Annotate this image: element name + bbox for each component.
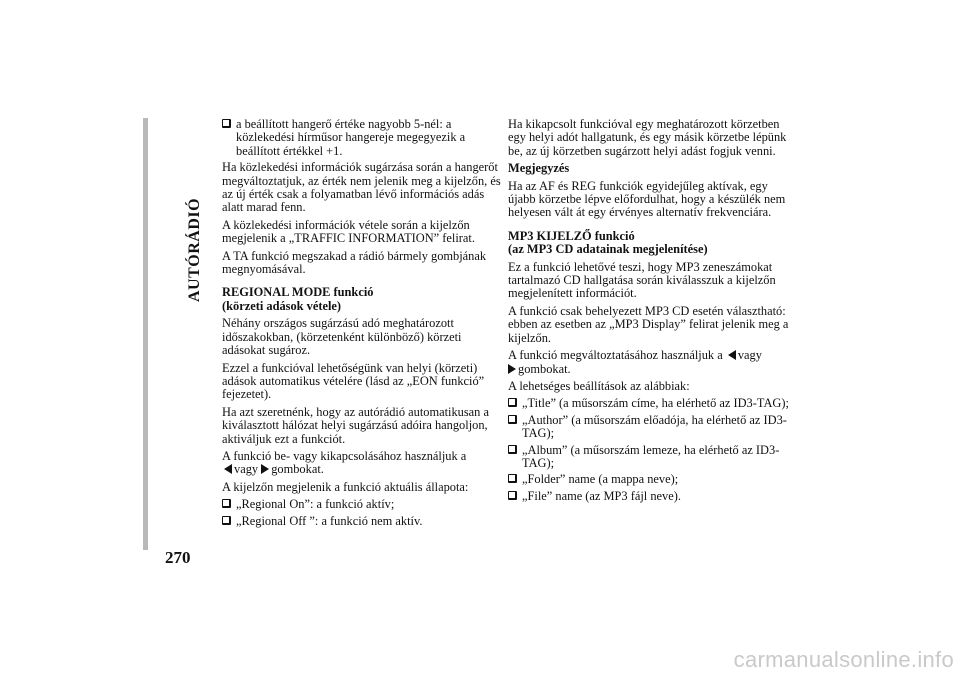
checkbox-bullet-icon: [508, 445, 517, 454]
list-item: „Regional Off ”: a funkció nem aktív.: [222, 515, 504, 528]
list-item: a beállított hangerő értéke nagyobb 5-nél: a közlekedési hírműsor hangereje megegyezik a beállított értékkel +1.: [222, 118, 504, 158]
list-item: „Author” (a műsorszám előadója, ha elérhető az ID3-TAG);: [508, 414, 790, 441]
paragraph: A funkció csak behelyezett MP3 CD esetén választható: ebben az esetben az „MP3 Display” felirat jelenik meg a kijelzőn.: [508, 303, 789, 345]
paragraph: A lehetséges beállítások az alábbiak:: [508, 378, 690, 393]
paragraph: Ha kikapcsolt funkcióval egy meghatározott körzetben egy helyi adót hallgatunk, és egy másik körzetbe lépünk be, az új körzetben sugárzott helyi adást fogjuk venni.: [508, 117, 787, 158]
watermark: carmanualsonline.info: [733, 647, 954, 672]
section-heading: MP3 KIJELZŐ funkció (az MP3 CD adatainak megjelenítése): [508, 228, 708, 257]
paragraph: Ha közlekedési információk sugárzása során a hangerőt megváltoztatjuk, az érték nem jelenik meg a kijelzőn, és az új érték csak a folyamatban lévő információs adás alatt marad fenn.: [222, 160, 501, 215]
checkbox-bullet-icon: [508, 398, 517, 407]
paragraph: A közlekedési információk vétele során a kijelzőn megjelenik a „TRAFFIC INFORMATION” felirat.: [222, 217, 475, 246]
left-column: [222, 118, 504, 531]
page-number: 270: [165, 548, 191, 567]
paragraph: A kijelzőn megjelenik a funkció aktuális állapota:: [222, 479, 469, 494]
right-column: [508, 118, 790, 506]
paragraph: Ezzel a funkcióval lehetőségünk van helyi (körzeti) adások automatikus vételére (lásd az „EON funkció” fejezetet).: [222, 360, 485, 402]
note-heading: Megjegyzés: [508, 161, 570, 176]
list-item: „Title” (a műsorszám címe, ha elérhető az ID3-TAG);: [508, 397, 790, 410]
right-arrow-icon: [508, 364, 516, 374]
list-item: „Folder” name (a mappa neve);: [508, 473, 790, 486]
list-item: „File” name (az MP3 fájl neve).: [508, 490, 790, 503]
left-arrow-icon: [728, 350, 736, 360]
checkbox-bullet-icon: [222, 499, 231, 508]
section-label: AUTÓRÁDIÓ: [186, 197, 203, 303]
checkbox-bullet-icon: [508, 415, 517, 424]
paragraph: Ha az AF és REG funkciók egyidejűleg aktívak, egy újabb körzetbe lépve előfordulhat, hogy a készülék nem helyesen vált át egy érvényes alternatív frekvenciára.: [508, 178, 786, 220]
paragraph: Néhány országos sugárzású adó meghatározott időszakokban, (körzetenként különböző) körzeti adásokat sugároz.: [222, 316, 462, 358]
right-arrow-icon: [261, 464, 269, 474]
paragraph: A funkció be- vagy kikapcsolásához használjuk a vagy gombokat.: [222, 448, 467, 477]
checkbox-bullet-icon: [508, 491, 517, 500]
checkbox-bullet-icon: [222, 119, 231, 128]
paragraph: A funkció megváltoztatásához használjuk a vagy gombokat.: [508, 348, 762, 376]
checkbox-bullet-icon: [222, 516, 231, 525]
left-arrow-icon: [224, 464, 232, 474]
paragraph: Ha azt szeretnénk, hogy az autórádió automatikusan a kiválasztott hálózat helyi sugárzású adóira hangoljon, aktiváljuk ezt a funkciót.: [222, 404, 489, 446]
list-item: „Regional On”: a funkció aktív;: [222, 498, 504, 511]
list-item: „Album” (a műsorszám lemeze, ha elérhető az ID3-TAG);: [508, 444, 790, 471]
paragraph: A TA funkció megszakad a rádió bármely gombjának megnyomásával.: [222, 248, 487, 277]
sidebar-divider: [143, 118, 148, 550]
paragraph: Ez a funkció lehetővé teszi, hogy MP3 zeneszámokat tartalmazó CD hallgatása során kiválasszuk a kijelzőn megjelenített információt.: [508, 259, 776, 301]
section-heading: REGIONAL MODE funkció (körzeti adások vétele): [222, 285, 374, 313]
checkbox-bullet-icon: [508, 474, 517, 483]
